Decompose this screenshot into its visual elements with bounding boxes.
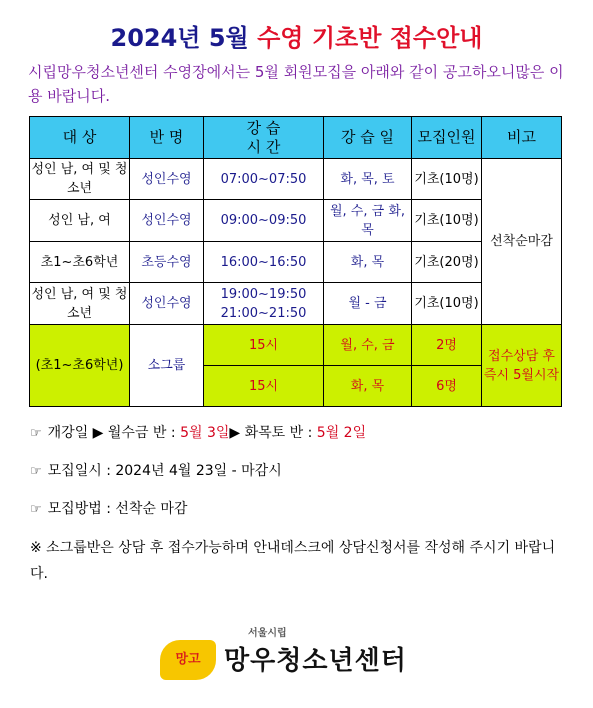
group-time: 15시 xyxy=(204,366,324,407)
header-note: 비고 xyxy=(482,117,562,159)
table-row xyxy=(30,159,562,200)
group-days: 월, 수, 금 xyxy=(324,325,412,366)
logo-subtitle: 서울시립 xyxy=(248,628,287,639)
logo-badge: 망고 xyxy=(160,640,216,680)
pointing-hand-icon: ☞ xyxy=(30,426,42,441)
row-class: 성인수영 xyxy=(130,200,204,242)
row-quota: 기초(10명) xyxy=(412,200,482,242)
header-quota: 모집인원 xyxy=(412,117,482,159)
title-date: 2024년 5월 xyxy=(110,24,249,52)
group-target: (초1~초6학년) xyxy=(30,325,130,407)
row-time: 16:00~16:50 xyxy=(204,242,324,283)
header-class: 반 명 xyxy=(130,117,204,159)
recruit-method-line xyxy=(30,498,187,518)
first-come-note: 선착순마감 xyxy=(482,159,562,325)
center-logo xyxy=(160,624,440,684)
row-days: 월 - 금 xyxy=(324,283,412,325)
row-quota: 기초(10명) xyxy=(412,283,482,325)
group-quota: 6명 xyxy=(412,366,482,407)
header-time-line2: 시 간 xyxy=(246,137,281,156)
row-quota: 기초(20명) xyxy=(412,242,482,283)
row-days: 화, 목, 토 xyxy=(324,159,412,200)
opening-mwf-date: 5월 3일 xyxy=(180,425,230,441)
row-target: 초1~초6학년 xyxy=(30,242,130,283)
row-target: 성인 남, 여 및 청소년 xyxy=(30,159,130,200)
row-class: 초등수영 xyxy=(130,242,204,283)
opening-label: 개강일 ▶ 월수금 반 : xyxy=(47,425,181,441)
row-target: 성인 남, 여 xyxy=(30,200,130,242)
group-row xyxy=(30,325,562,366)
group-note: 접수상담 후 즉시 5월시작 xyxy=(482,325,562,407)
title-swim: 수영 xyxy=(257,24,304,52)
row-days: 화, 목 xyxy=(324,242,412,283)
opening-mid: ▶ 화목토 반 : xyxy=(229,425,317,441)
footnote: ※ 소그룹반은 상담 후 접수가능하며 안내데스크에 상담신청서를 작성해 주시기 바랍니다. xyxy=(30,540,556,582)
row-time-first: 19:00~19:50 xyxy=(220,286,307,302)
group-days: 화, 목 xyxy=(324,366,412,407)
group-quota: 2명 xyxy=(412,325,482,366)
recruit-period-line xyxy=(30,460,282,480)
header-time-line1: 강 습 xyxy=(246,118,281,137)
intro-text: 시립망우청소년센터 수영장에서는 5월 회원모집을 아래와 같이 공고하오니많은 이용 바랍니다. xyxy=(28,63,564,105)
logo-name: 망우청소년센터 xyxy=(224,646,407,676)
schedule-table xyxy=(29,116,562,407)
row-class: 성인수영 xyxy=(130,283,204,325)
row-time xyxy=(204,283,324,325)
page-title xyxy=(0,18,593,53)
row-quota: 기초(10명) xyxy=(412,159,482,200)
row-time: 09:00~09:50 xyxy=(204,200,324,242)
header-row xyxy=(30,117,562,159)
opening-tts-date: 5월 2일 xyxy=(316,425,367,441)
opening-date-line xyxy=(30,422,366,442)
row-time-second: 21:00~21:50 xyxy=(220,305,307,321)
row-time: 07:00~07:50 xyxy=(204,159,324,200)
group-time: 15시 xyxy=(204,325,324,366)
row-target: 성인 남, 여 및 청소년 xyxy=(30,283,130,325)
header-days: 강 습 일 xyxy=(324,117,412,159)
recruit-period: 모집일시 : 2024년 4월 23일 - 마감시 xyxy=(47,463,282,479)
pointing-hand-icon: ☞ xyxy=(30,502,42,517)
header-time xyxy=(204,117,324,159)
header-target: 대 상 xyxy=(30,117,130,159)
title-rest: 기초반 접수안내 xyxy=(311,24,483,52)
group-class: 소그룹 xyxy=(130,325,204,407)
pointing-hand-icon: ☞ xyxy=(30,464,42,479)
row-class: 성인수영 xyxy=(130,159,204,200)
row-days: 월, 수, 금 화, 목 xyxy=(324,200,412,242)
recruit-method: 모집방법 : 선착순 마감 xyxy=(47,501,188,517)
